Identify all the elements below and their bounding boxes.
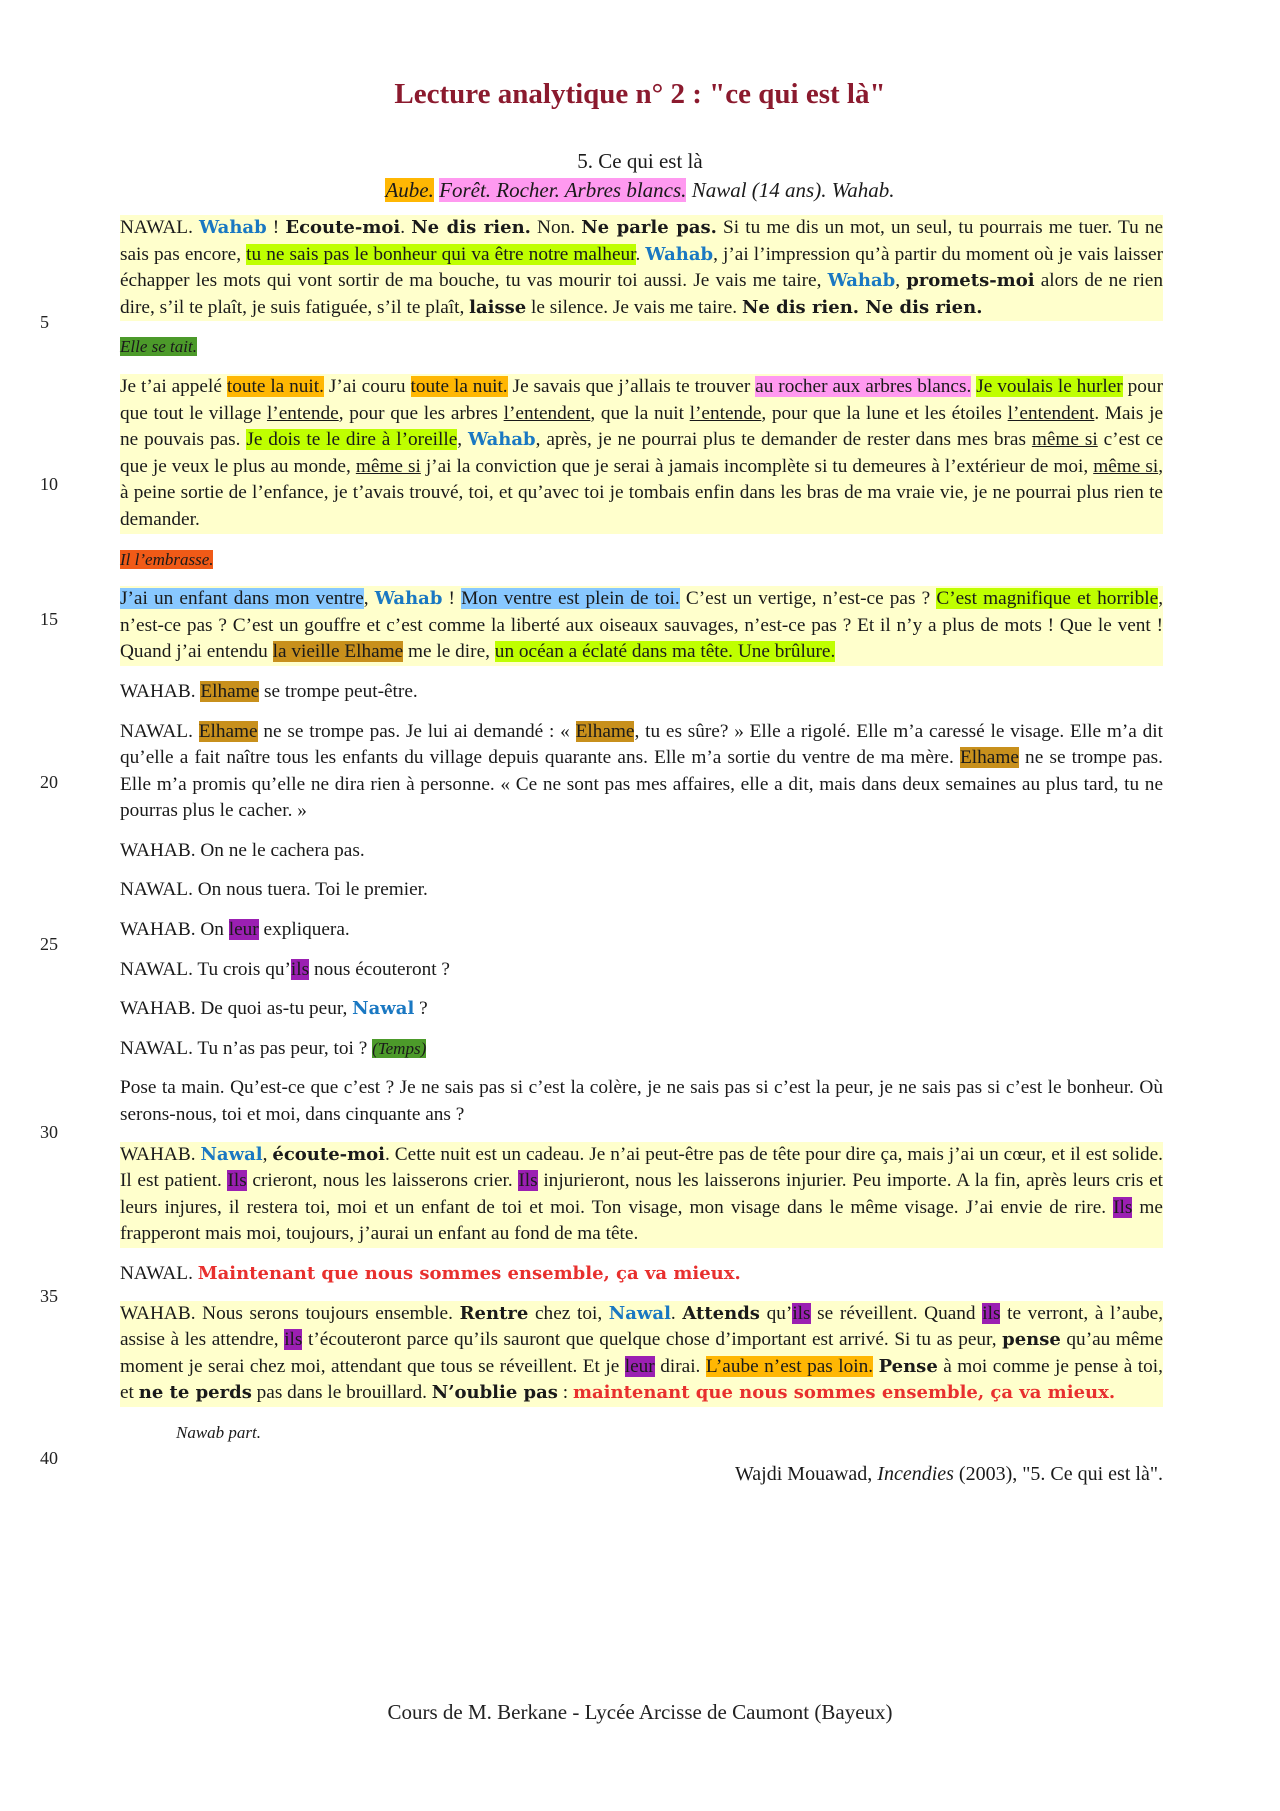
speech-wahab-2: WAHAB. On ne le cachera pas. xyxy=(120,839,365,861)
line-number: 25 xyxy=(40,934,58,954)
speech-wahab-3: WAHAB. On leur expliquera. xyxy=(120,919,350,941)
stage-direction-1: Elle se tait. xyxy=(120,337,197,357)
speech-nawal-6: NAWAL. Tu crois qu’ils nous écouteront ? xyxy=(120,958,450,980)
play-excerpt xyxy=(120,215,1163,1487)
speech-nawal-4: NAWAL. Elhame ne se trompe pas. Je lui ai demandé : « Elhame, tu es sûre? » Elle a rigolé. Elle m’a caressé le visage. Elle m’a dit qu’elle a fait naître tous les enfants du village depuis quarante ans. Elle m’a sortie du ventre de ma mère. Elhame ne se trompe pas. Elle m’a promis qu’elle ne dira rien à personne. « Ce ne sont pas mes affaires, elle a dit, mais dans deux semaines au plus tard, tu ne pourras plus le cacher. » xyxy=(120,720,1164,822)
line-number: 5 xyxy=(40,312,49,332)
scene-characters: Nawal (14 ans). Wahab. xyxy=(691,178,895,202)
speech-wahab-6: WAHAB. Nous serons toujours ensemble. Rentre chez toi, Nawal. Attends qu’ils se réveillent. Quand ils te verront, à l’aube, assise à les attendre, ils t’écouteront parce qu’ils sauront que quelque chose d’important est arrivé. Si tu as peur, pense qu’au même moment je serai chez moi, attendant que tous se réveillent. Et je leur dirai. L’aube n’est pas loin. Pense à moi comme je pense à toi, et ne te perds pas dans le brouillard. N’oublie pas : maintenant que nous sommes ensemble, ça va mieux. xyxy=(120,1301,1163,1407)
line-number: 10 xyxy=(40,474,58,494)
place-forest: Forêt. Rocher. Arbres blancs. xyxy=(439,178,687,202)
speech-nawal-3: J’ai un enfant dans mon ventre, Wahab ! Mon ventre est plein de toi. C’est un vertige, n’est-ce pas ? C’est magnifique et horrible, n’est-ce pas ? C’est un gouffre et c’est comme la liberté aux oiseaux sauvages, n’est-ce pas ? Et il n’y a plus de mots ! Que le vent ! Quand j’ai entendu la vieille Elhame me le dire, un océan a éclaté dans ma tête. Une brûlure. xyxy=(120,586,1163,666)
footer-course-credit: Cours de M. Berkane - Lycée Arcisse de Caumont (Bayeux) xyxy=(387,1700,893,1724)
scene-number-title: 5. Ce qui est là xyxy=(577,149,703,173)
speech-wahab-5: WAHAB. Nawal, écoute-moi. Cette nuit est un cadeau. Je n’ai peut-être pas de tête pour dire ça, mais j’ai un cœur, et il est solide. Il est patient. Ils crieront, nous les laisserons crier. Ils injurieront, nous les laisserons injurier. Peu importe. A la fin, après leurs cris et leurs injures, il restera toi, moi et un enfant de toi et moi. Ton visage, mon visage dans le même visage. J’ai envie de rire. Ils me frapperont mais moi, toujours, j’aurai un enfant au fond de ma tête. xyxy=(120,1142,1163,1248)
page-title: Lecture analytique n° 2 : "ce qui est là" xyxy=(394,78,886,110)
place-dawn: Aube. xyxy=(385,178,434,202)
speech-nawal-8: Pose ta main. Qu’est-ce que c’est ? Je ne sais pas si c’est la colère, je ne sais pas si c’est la peur, je ne sais pas si c’est le bonheur. Où serons-nous, toi et moi, dans cinquante ans ? xyxy=(120,1077,1163,1126)
scene-setting xyxy=(0,176,1280,205)
line-number: 15 xyxy=(40,609,58,629)
speech-nawal-7: NAWAL. Tu n’as pas peur, toi ? (Temps) xyxy=(120,1037,427,1059)
speech-nawal-9: NAWAL. Maintenant que nous sommes ensemble, ça va mieux. xyxy=(120,1263,741,1284)
line-number: 35 xyxy=(40,1286,58,1306)
source-citation: Wajdi Mouawad, Incendies (2003), "5. Ce qui est là". xyxy=(735,1462,1163,1485)
line-number: 20 xyxy=(40,772,58,792)
speech-nawal-1: NAWAL. Wahab ! Ecoute-moi. Ne dis rien. Non. Ne parle pas. Si tu me dis un mot, un seul, tu pourrais me tuer. Tu ne sais pas encore, tu ne sais pas le bonheur qui va être notre malheur. Wahab, j’ai l’impression qu’à partir du moment où je vais laisser échapper les mots qui vont sortir de ma bouche, tu vas mourir toi aussi. Je vais me taire, Wahab, promets-moi alors de ne rien dire, s’il te plaît, je suis fatiguée, s’il te plaît, laisse le silence. Je vais me taire. Ne dis rien. Ne dis rien. xyxy=(120,215,1163,321)
stage-direction-2: Il l’embrasse. xyxy=(120,549,214,569)
scene-heading xyxy=(0,147,1280,205)
stage-direction-exit: Nawab part. xyxy=(176,1422,262,1442)
speech-nawal-2: Je t’ai appelé toute la nuit. J’ai couru toute la nuit. Je savais que j’allais te trouver au rocher aux arbres blancs. Je voulais le hurler pour que tout le village l’entende, pour que les arbres l’entendent, que la nuit l’entende, pour que la lune et les étoiles l’entendent. Mais je ne pouvais pas. Je dois te le dire à l’oreille, Wahab, après, je ne pourrai plus te demander de rester dans mes bras même si c’est ce que je veux le plus au monde, même si j’ai la conviction que je serai à jamais incomplète si tu demeures à l’extérieur de moi, même si, à peine sortie de l’enfance, je t’avais trouvé, toi, et qu’avec toi je tombais enfin dans les bras de ma vraie vie, je ne pourrai plus rien te demander. xyxy=(120,374,1163,534)
speech-wahab-4: WAHAB. De quoi as-tu peur, Nawal ? xyxy=(120,998,428,1020)
speech-nawal-5: NAWAL. On nous tuera. Toi le premier. xyxy=(120,879,428,901)
line-number: 30 xyxy=(40,1122,58,1142)
speech-wahab-1: WAHAB. Elhame se trompe peut-être. xyxy=(120,680,418,702)
line-number: 40 xyxy=(40,1448,58,1468)
